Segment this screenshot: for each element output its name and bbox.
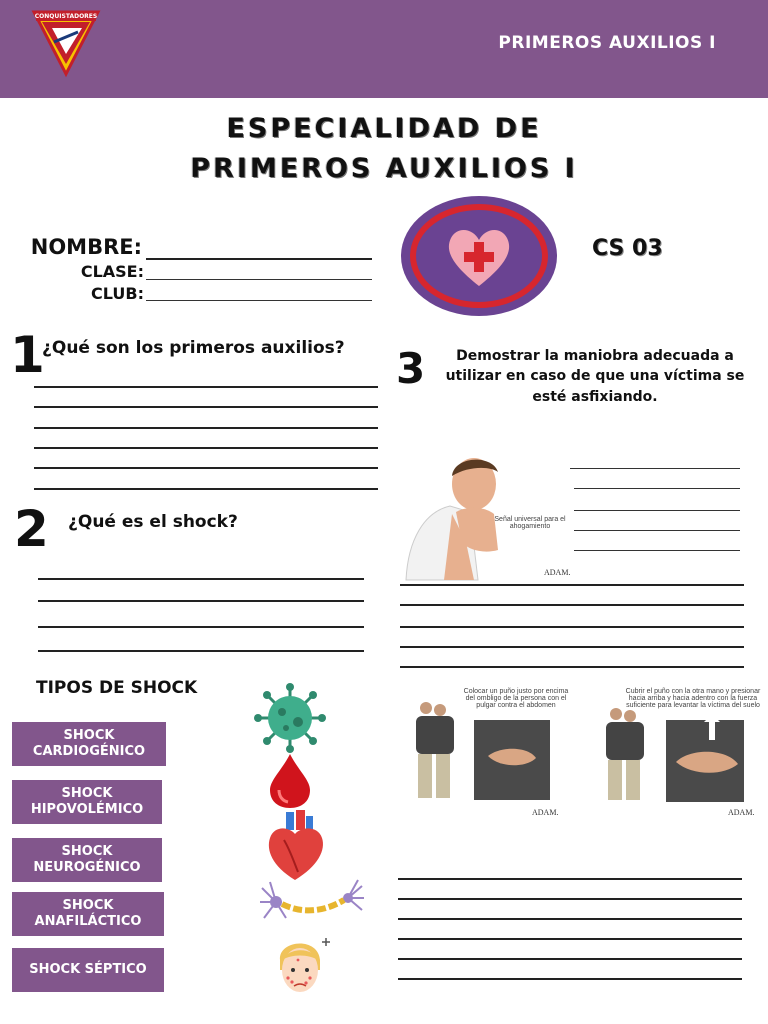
- nombre-field[interactable]: [146, 258, 372, 260]
- specialty-badge: [399, 194, 559, 318]
- club-field[interactable]: [146, 300, 372, 301]
- adam-brand: ADAM.: [532, 808, 559, 817]
- q1-text: ¿Qué son los primeros auxilios?: [42, 338, 345, 358]
- allergy-face-icon: [268, 930, 334, 998]
- blood-drop-icon: [268, 752, 312, 810]
- page-title-line2: PRIMEROS AUXILIOS I: [190, 153, 578, 184]
- heart-organ-icon: [264, 810, 326, 882]
- q3-number: 3: [396, 344, 426, 393]
- clase-field[interactable]: [146, 279, 372, 280]
- q1-answer-line[interactable]: [34, 386, 378, 388]
- virus-icon: [252, 682, 328, 754]
- q3-answer-line[interactable]: [574, 488, 740, 489]
- step2-caption: Cubrir el puño con la otra mano y presionar hacia arriba y hacia adentro con la fuerza suficiente para levantar la víctima del suelo: [625, 688, 761, 709]
- q3-answer-line[interactable]: [398, 898, 742, 900]
- q1-answer-line[interactable]: [34, 467, 378, 469]
- q3-answer-line[interactable]: [400, 646, 744, 648]
- q3-answer-line[interactable]: [400, 584, 744, 586]
- q3-answer-line[interactable]: [398, 958, 742, 960]
- choke-caption: Señal universal para el ahogamiento: [494, 516, 566, 530]
- shock-neurogenico: SHOCK NEUROGÉNICO: [12, 838, 162, 882]
- q2-number: 2: [14, 500, 49, 558]
- q2-answer-line[interactable]: [38, 650, 364, 652]
- q1-answer-line[interactable]: [34, 488, 378, 490]
- tipos-title: TIPOS DE SHOCK: [36, 678, 198, 698]
- q1-answer-line[interactable]: [34, 447, 378, 449]
- shock-septico: SHOCK SÉPTICO: [12, 948, 164, 992]
- club-logo: [30, 10, 102, 78]
- heimlich-step1-illustration: [408, 686, 584, 820]
- logo-text: CONQUISTADORES: [34, 13, 98, 20]
- adam-brand: ADAM.: [544, 568, 571, 577]
- q2-answer-line[interactable]: [38, 600, 364, 602]
- q3-answer-line[interactable]: [398, 938, 742, 940]
- q3-answer-line[interactable]: [574, 510, 740, 511]
- neuron-icon: [258, 878, 366, 928]
- shock-cardiogenico: SHOCK CARDIOGÉNICO: [12, 722, 166, 766]
- q1-answer-line[interactable]: [34, 406, 378, 408]
- page-title-line1: ESPECIALIDAD DE: [226, 113, 542, 144]
- q3-answer-line[interactable]: [398, 878, 742, 880]
- adam-brand: ADAM.: [728, 808, 755, 817]
- club-label: CLUB:: [91, 284, 144, 303]
- q3-answer-line[interactable]: [400, 666, 744, 668]
- q3-answer-line[interactable]: [574, 550, 740, 551]
- q3-answer-line[interactable]: [400, 626, 744, 628]
- step1-caption: Colocar un puño justo por encima del ombligo de la persona con el pulgar contra el abdomen: [463, 688, 569, 709]
- shock-hipovolemico: SHOCK HIPOVOLÉMICO: [12, 780, 162, 824]
- q3-answer-line[interactable]: [400, 604, 744, 606]
- q2-answer-line[interactable]: [38, 626, 364, 628]
- q1-number: 1: [10, 326, 45, 384]
- q2-answer-line[interactable]: [38, 578, 364, 580]
- choking-sign-illustration: [404, 450, 590, 582]
- q3-text: Demostrar la maniobra adecuada a utilizar en caso de que una víctima se esté asfixiando.: [445, 348, 745, 405]
- nombre-label: NOMBRE:: [30, 235, 142, 259]
- header-title: PRIMEROS AUXILIOS I: [498, 33, 716, 53]
- q3-answer-line[interactable]: [574, 530, 740, 531]
- shock-anafilactico: SHOCK ANAFILÁCTICO: [12, 892, 164, 936]
- q3-answer-line[interactable]: [570, 468, 740, 469]
- clase-label: CLASE:: [80, 262, 144, 281]
- q1-answer-line[interactable]: [34, 427, 378, 429]
- specialty-code: CS 03: [592, 236, 663, 261]
- q3-answer-line[interactable]: [398, 918, 742, 920]
- q3-answer-line[interactable]: [398, 978, 742, 980]
- q2-text: ¿Qué es el shock?: [68, 512, 238, 532]
- heimlich-step2-illustration: [600, 686, 764, 820]
